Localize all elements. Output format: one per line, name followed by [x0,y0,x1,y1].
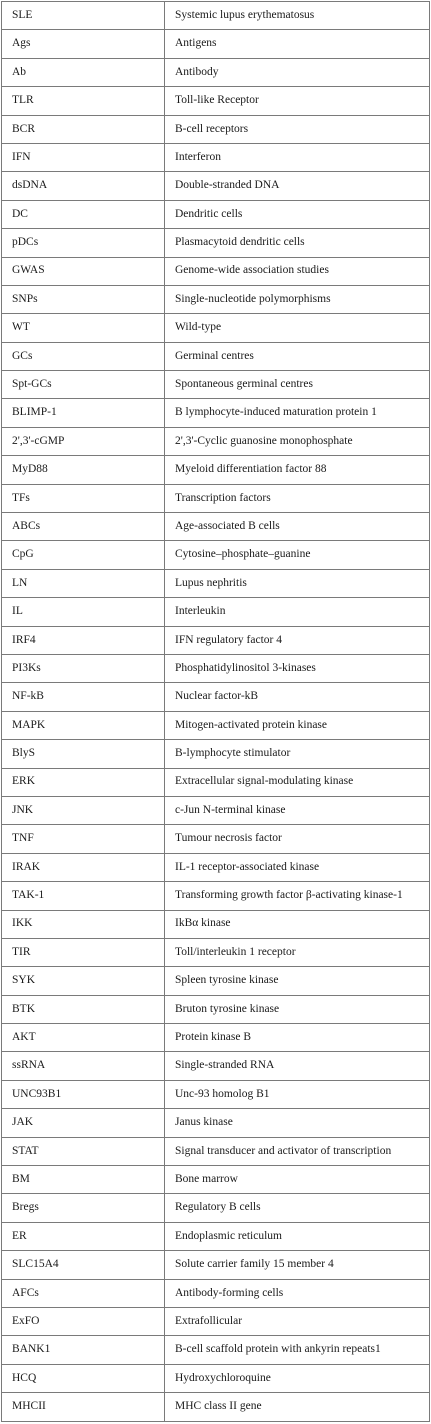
definition-cell: B-cell scaffold protein with ankyrin repeats1 [165,1336,430,1364]
table-row [2,626,430,654]
definition-cell: Extracellular signal-modulating kinase [165,768,430,796]
table-row [2,1279,430,1307]
abbreviation-cell: BlyS [2,740,165,768]
definition-cell: IL-1 receptor-associated kinase [165,853,430,881]
table-row [2,938,430,966]
abbreviation-cell: TIR [2,938,165,966]
table-row [2,683,430,711]
table-row [2,1364,430,1392]
table-row [2,399,430,427]
abbreviation-cell: ABCs [2,513,165,541]
table-row [2,768,430,796]
table-row [2,569,430,597]
abbreviation-cell: STAT [2,1137,165,1165]
definition-cell: IkBα kinase [165,910,430,938]
definition-cell: Dendritic cells [165,200,430,228]
definition-cell: Mitogen-activated protein kinase [165,711,430,739]
abbreviation-cell: Spt-GCs [2,371,165,399]
abbreviation-cell: IRF4 [2,626,165,654]
table-row [2,1393,430,1421]
abbreviation-cell: ssRNA [2,1052,165,1080]
abbreviation-cell: IRAK [2,853,165,881]
abbreviation-cell: BLIMP-1 [2,399,165,427]
abbreviation-cell: Ags [2,30,165,58]
definition-cell: Janus kinase [165,1109,430,1137]
table-row [2,87,430,115]
table-row [2,541,430,569]
definition-cell: Tumour necrosis factor [165,825,430,853]
table-row [2,257,430,285]
abbreviation-cell: BCR [2,115,165,143]
table-row [2,711,430,739]
table-row [2,995,430,1023]
definition-cell: Bruton tyrosine kinase [165,995,430,1023]
definition-cell: Extrafollicular [165,1307,430,1335]
abbreviation-cell: SNPs [2,285,165,313]
definition-cell: MHC class II gene [165,1393,430,1421]
table-row [2,1222,430,1250]
table-row [2,200,430,228]
definition-cell: Single-stranded RNA [165,1052,430,1080]
abbreviation-cell: TFs [2,484,165,512]
table-row [2,1109,430,1137]
table-row [2,456,430,484]
abbreviation-cell: Ab [2,58,165,86]
abbreviation-cell: PI3Ks [2,654,165,682]
definition-cell: Double-stranded DNA [165,172,430,200]
abbreviation-cell: IKK [2,910,165,938]
table-row [2,1024,430,1052]
definition-cell: Lupus nephritis [165,569,430,597]
definition-cell: B-cell receptors [165,115,430,143]
definition-cell: B-lymphocyte stimulator [165,740,430,768]
definition-cell: Unc-93 homolog B1 [165,1080,430,1108]
abbreviation-cell: BM [2,1166,165,1194]
abbreviation-cell: dsDNA [2,172,165,200]
definition-cell: B lymphocyte-induced maturation protein 1 [165,399,430,427]
table-row [2,2,430,30]
table-row [2,825,430,853]
definition-cell: IFN regulatory factor 4 [165,626,430,654]
definition-cell: Antigens [165,30,430,58]
abbreviation-cell: HCQ [2,1364,165,1392]
definition-cell: Phosphatidylinositol 3-kinases [165,654,430,682]
table-row [2,115,430,143]
definition-cell: Hydroxychloroquine [165,1364,430,1392]
table-row [2,1251,430,1279]
definition-cell: Cytosine–phosphate–guanine [165,541,430,569]
table-row [2,882,430,910]
definition-cell: Myeloid differentiation factor 88 [165,456,430,484]
definition-cell: Nuclear factor-kB [165,683,430,711]
definition-cell: Endoplasmic reticulum [165,1222,430,1250]
table-row [2,1307,430,1335]
table-row [2,967,430,995]
abbreviation-cell: AFCs [2,1279,165,1307]
definition-cell: Plasmacytoid dendritic cells [165,229,430,257]
definition-cell: Toll/interleukin 1 receptor [165,938,430,966]
definition-cell: Age-associated B cells [165,513,430,541]
definition-cell: Antibody [165,58,430,86]
table-row [2,1166,430,1194]
definition-cell: Solute carrier family 15 member 4 [165,1251,430,1279]
abbreviation-cell: MyD88 [2,456,165,484]
table-row [2,229,430,257]
abbreviation-cell: MAPK [2,711,165,739]
definition-cell: Antibody-forming cells [165,1279,430,1307]
table-row [2,1336,430,1364]
table-row [2,342,430,370]
definition-cell: Spontaneous germinal centres [165,371,430,399]
abbreviation-cell: SYK [2,967,165,995]
abbreviation-cell: JAK [2,1109,165,1137]
table-row [2,1052,430,1080]
definition-cell: Single-nucleotide polymorphisms [165,285,430,313]
table-row [2,910,430,938]
abbreviation-cell: UNC93B1 [2,1080,165,1108]
abbreviation-cell: TNF [2,825,165,853]
table-row [2,143,430,171]
definition-cell: Regulatory B cells [165,1194,430,1222]
abbreviation-cell: GWAS [2,257,165,285]
definition-cell: Interleukin [165,598,430,626]
table-row [2,30,430,58]
abbreviations-table-body [2,2,430,1422]
definition-cell: Transforming growth factor β-activating kinase-1 [165,882,430,910]
table-row [2,285,430,313]
table-row [2,172,430,200]
abbreviations-table [1,1,430,1422]
definition-cell: Germinal centres [165,342,430,370]
abbreviation-cell: WT [2,314,165,342]
table-row [2,853,430,881]
abbreviation-cell: AKT [2,1024,165,1052]
definition-cell: Transcription factors [165,484,430,512]
abbreviation-cell: DC [2,200,165,228]
abbreviation-cell: IL [2,598,165,626]
definition-cell: Interferon [165,143,430,171]
table-row [2,1137,430,1165]
table-row [2,740,430,768]
table-row [2,654,430,682]
abbreviation-cell: BTK [2,995,165,1023]
definition-cell: Genome-wide association studies [165,257,430,285]
abbreviation-cell: pDCs [2,229,165,257]
abbreviation-cell: SLC15A4 [2,1251,165,1279]
abbreviation-cell: ExFO [2,1307,165,1335]
abbreviation-cell: 2',3'-cGMP [2,427,165,455]
abbreviation-cell: IFN [2,143,165,171]
definition-cell: c-Jun N-terminal kinase [165,796,430,824]
table-row [2,796,430,824]
table-row [2,598,430,626]
definition-cell: Signal transducer and activator of transcription [165,1137,430,1165]
definition-cell: Toll-like Receptor [165,87,430,115]
table-row [2,1194,430,1222]
abbreviation-cell: LN [2,569,165,597]
definition-cell: Systemic lupus erythematosus [165,2,430,30]
abbreviation-cell: JNK [2,796,165,824]
definition-cell: 2',3'-Cyclic guanosine monophosphate [165,427,430,455]
table-row [2,58,430,86]
abbreviation-cell: GCs [2,342,165,370]
table-row [2,1080,430,1108]
abbreviation-cell: TLR [2,87,165,115]
abbreviation-cell: NF-kB [2,683,165,711]
abbreviation-cell: CpG [2,541,165,569]
abbreviation-cell: ER [2,1222,165,1250]
abbreviation-cell: SLE [2,2,165,30]
definition-cell: Protein kinase B [165,1024,430,1052]
definition-cell: Bone marrow [165,1166,430,1194]
abbreviation-cell: Bregs [2,1194,165,1222]
table-row [2,513,430,541]
abbreviation-cell: BANK1 [2,1336,165,1364]
abbreviation-cell: TAK-1 [2,882,165,910]
definition-cell: Spleen tyrosine kinase [165,967,430,995]
table-row [2,371,430,399]
table-row [2,314,430,342]
table-row [2,427,430,455]
abbreviation-cell: MHCII [2,1393,165,1421]
definition-cell: Wild-type [165,314,430,342]
abbreviation-cell: ERK [2,768,165,796]
table-row [2,484,430,512]
